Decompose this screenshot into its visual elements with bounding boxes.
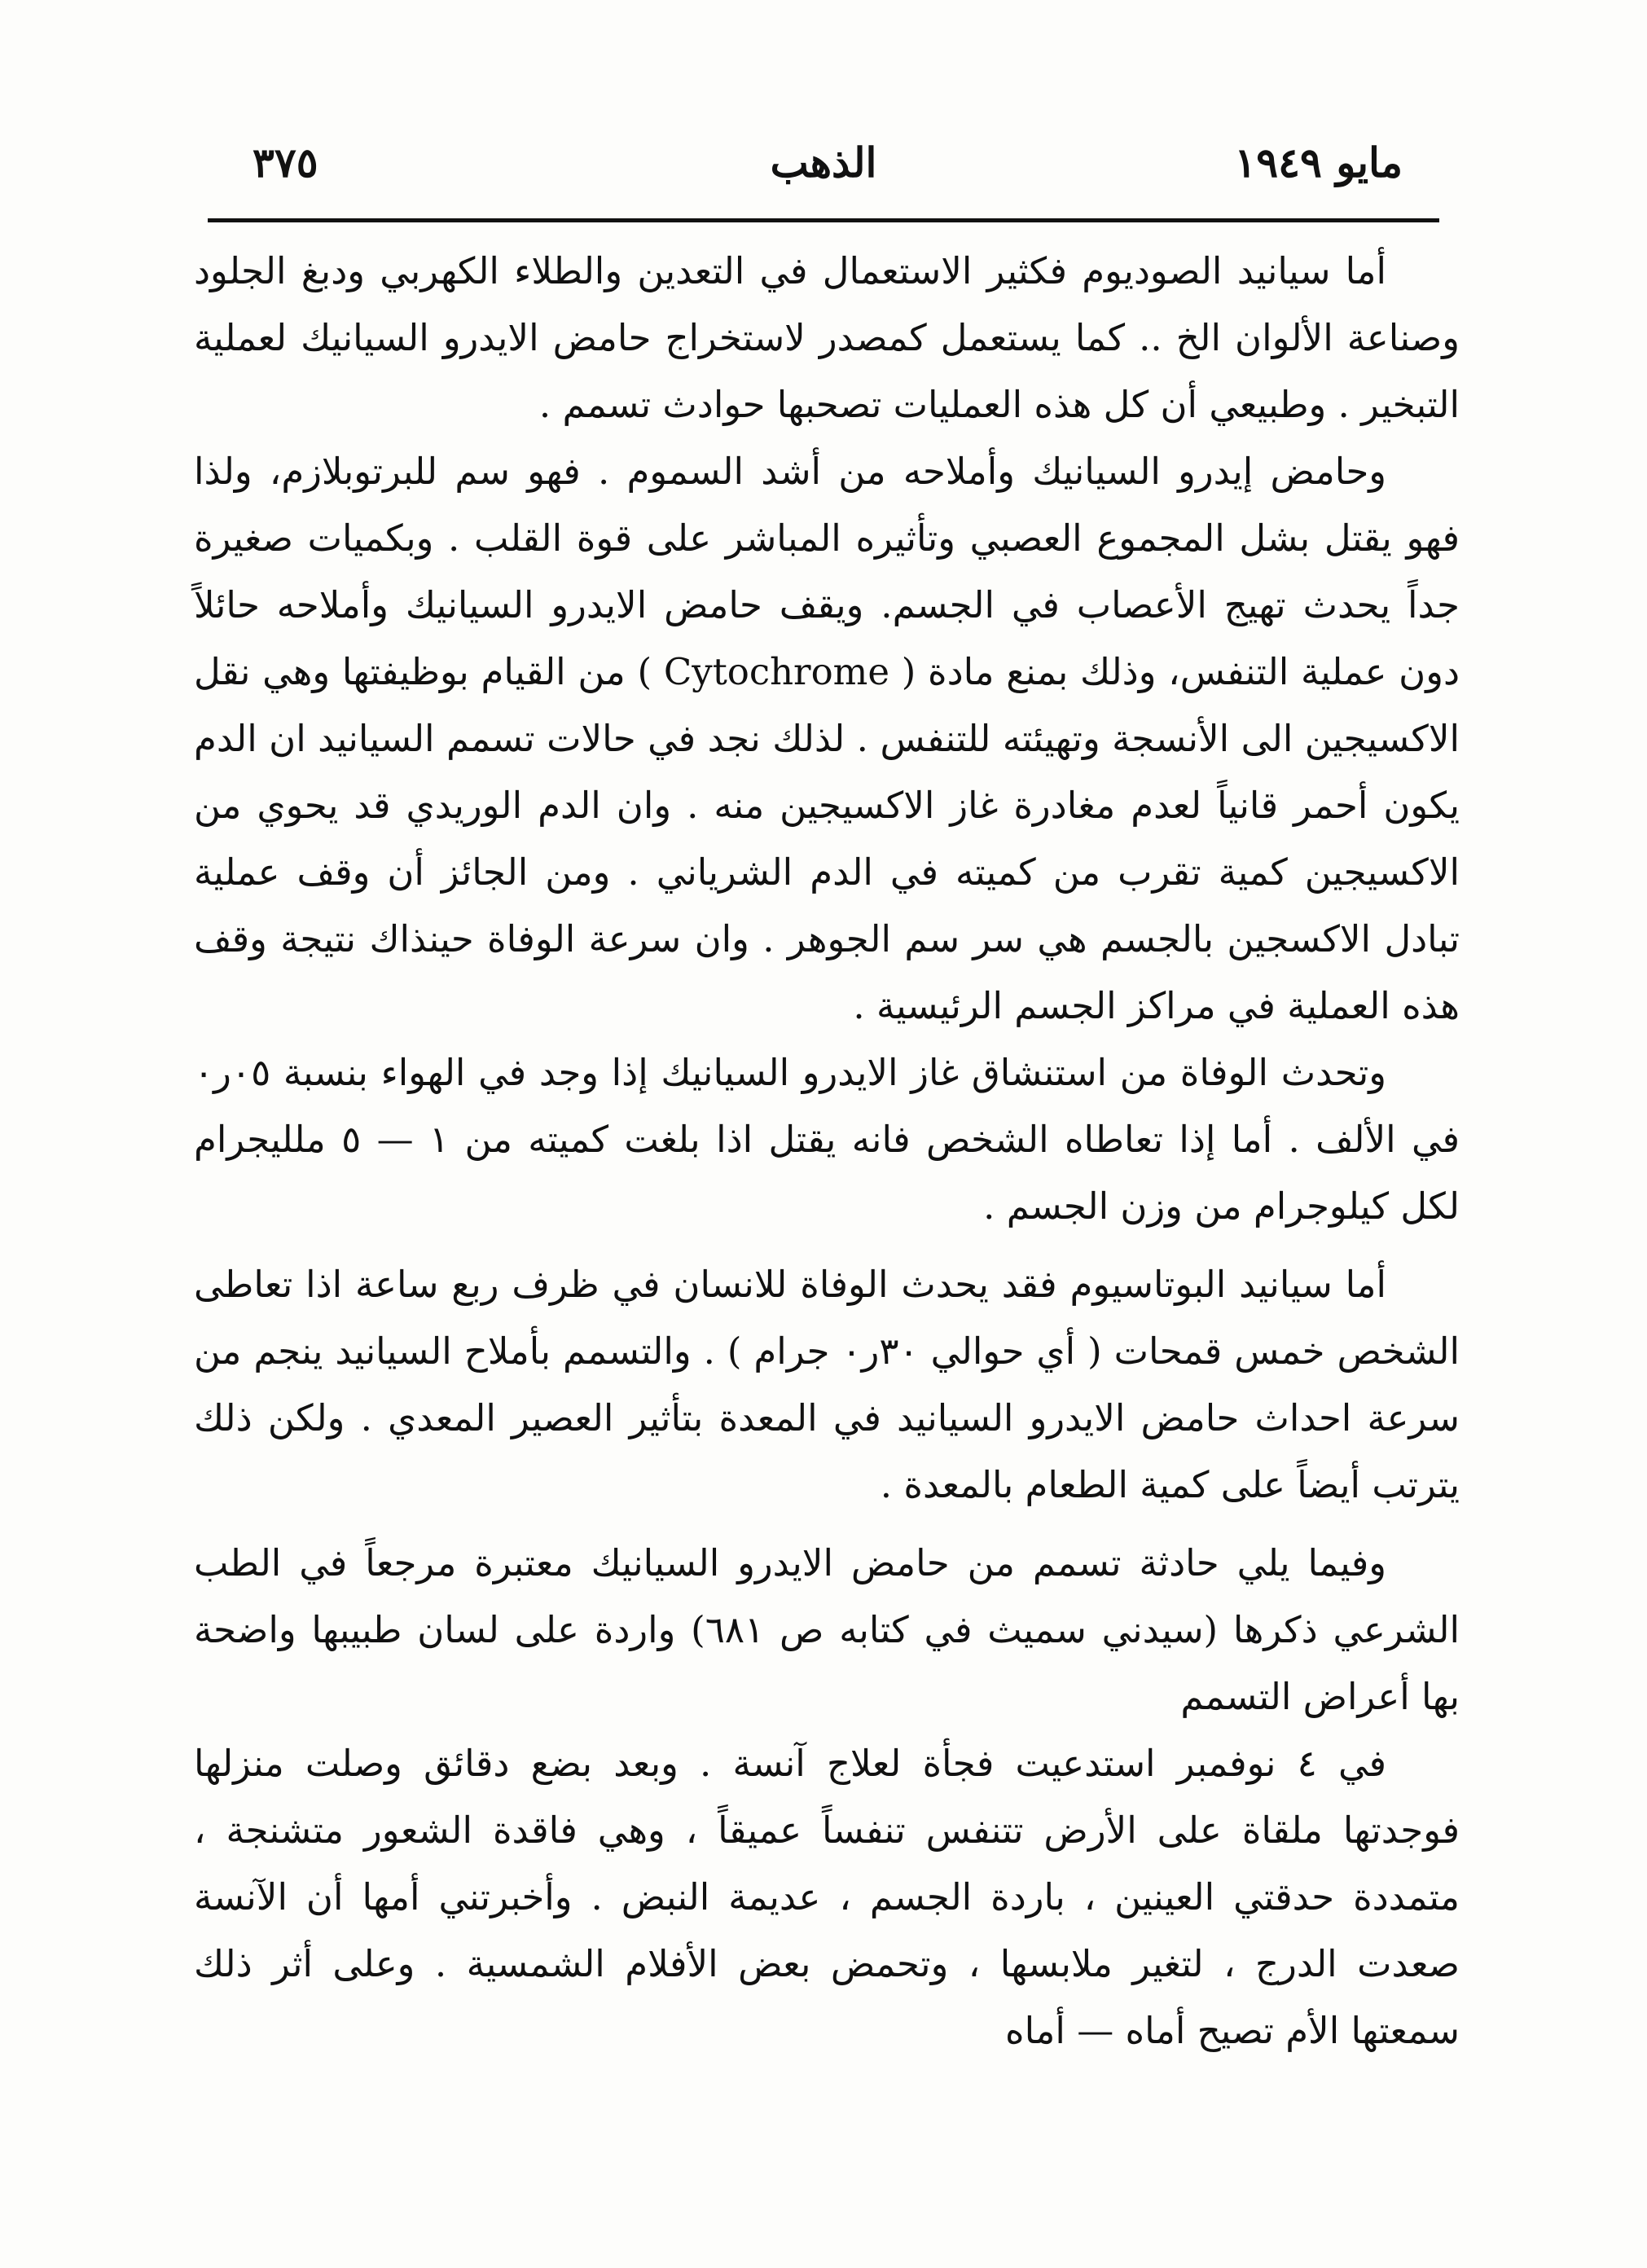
paragraph: أما سيانيد البوتاسيوم فقد يحدث الوفاة للانسان في ظرف ربع ساعة اذا تعاطى الشخص خمس قمحات ( أي حوالي ٣٠ر٠ جرام ) . والتسمم بأملاح السيانيد ينجم من سرعة احداث حامض الايدرو السيانيد في المعدة بتأثير العصير المعدي . ولكن ذلك يترتب أيضاً على كمية الطعام بالمعدة . <box>194 1263 1460 1506</box>
page-number: ٣٧٥ <box>253 138 318 187</box>
body-text <box>194 238 1460 2064</box>
paragraph: في ٤ نوفمبر استدعيت فجأة لعلاج آنسة . وبعد بضع دقائق وصلت منزلها فوجدتها ملقاة على الأرض تتنفس تنفساً عميقاً ، وهي فاقدة الشعور متشنجة ، متمددة حدقتي العينين ، باردة الجسم ، عديمة النبض . وأخبرتني أمها أن الآنسة صعدت الدرج ، لتغير ملابسها ، وتحمض بعض الأفلام الشمسية . وعلى أثر ذلك سمعتها الأم تصيح أماه — أماه <box>194 1742 1460 2052</box>
paragraph: أما سيانيد الصوديوم فكثير الاستعمال في التعدين والطلاء الكهربي ودبغ الجلود وصناعة الألوان الخ .. كما يستعمل كمصدر لاستخراج حامض الايدرو السيانيك لعملية التبخير . وطبيعي أن كل هذه العمليات تصحبها حوادث تسمم . <box>194 249 1460 426</box>
paragraph: وفيما يلي حادثة تسمم من حامض الايدرو السيانيك معتبرة مرجعاً في الطب الشرعي ذكرها (سيدني سميث في كتابه ص ٦٨١) واردة على لسان طبيبها واضحة بها أعراض التسمم <box>194 1541 1460 1718</box>
header-title: الذهب <box>770 138 877 187</box>
header-date: مايو ١٩٤٩ <box>1234 138 1403 187</box>
header-rule <box>208 218 1439 222</box>
page-header <box>208 122 1439 212</box>
paragraph: وتحدث الوفاة من استنشاق غاز الايدرو السيانيك إذا وجد في الهواء بنسبة ٠٥ر٠ في الألف . أما إذا تعاطاه الشخص فانه يقتل اذا بلغت كميته من ١ — ٥ ملليجرام لكل كيلوجرام من وزن الجسم . <box>194 1051 1460 1228</box>
paragraph: وحامض إيدرو السيانيك وأملاحه من أشد السموم . فهو سم للبرتوبلازم، ولذا فهو يقتل بشل المجموع العصبي وتأثيره المباشر على قوة القلب . وبكميات صغيرة جداً يحدث تهيج الأعصاب في الجسم. ويقف حامض الايدرو السيانيك وأملاحه حائلاً دون عملية التنفس، وذلك بمنع مادة ( Cytochrome ) من القيام بوظيفتها وهي نقل الاكسيجين الى الأنسجة وتهيئته للتنفس . لذلك نجد في حالات تسمم السيانيد ان الدم يكون أحمر قانياً لعدم مغادرة غاز الاكسيجين منه . وان الدم الوريدي قد يحوي من الاكسيجين كمية تقرب من كميته في الدم الشرياني . ومن الجائز أن وقف عملية تبادل الاكسجين بالجسم هي سر سم الجوهر . وان سرعة الوفاة حينذاك نتيجة وقف هذه العملية في مراكز الجسم الرئيسية . <box>194 450 1460 1027</box>
